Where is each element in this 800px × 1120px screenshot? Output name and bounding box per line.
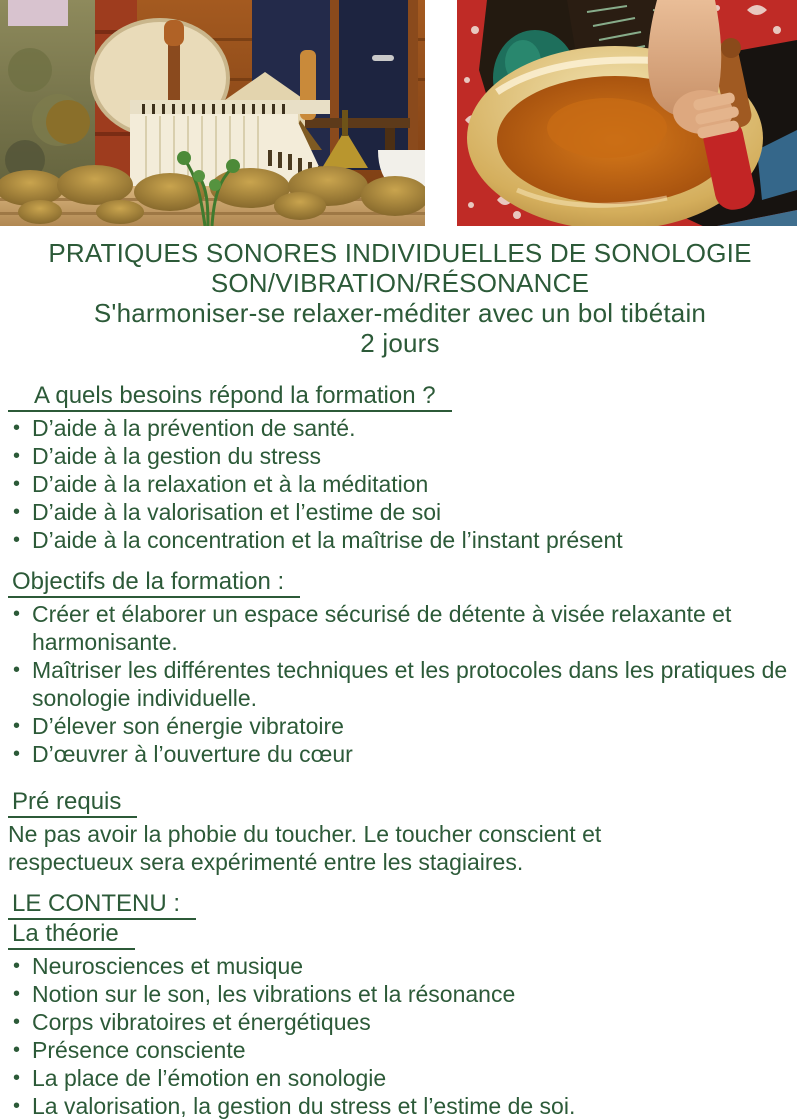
bowl-photo-illustration <box>457 0 797 226</box>
list-item: • Créer et élaborer un espace sécurisé de détente à visée relaxante et harmonisante. <box>8 600 792 656</box>
title-line-4: 2 jours <box>360 328 440 358</box>
terrace-photo-illustration <box>0 0 425 226</box>
list-item: • Corps vibratoires et énergétiques <box>8 1008 792 1036</box>
section-contenu-heading: LE CONTENU : <box>8 890 196 920</box>
list-item: • Notion sur le son, les vibrations et la résonance <box>8 980 792 1008</box>
title-line-3: S'harmoniser-se relaxer-méditer avec un bol tibétain <box>93 298 707 328</box>
list-item: • D’aide à la concentration et la maîtrise de l’instant présent <box>8 526 792 554</box>
list-item: • D’aide à la prévention de santé. <box>8 414 792 442</box>
contenu-subheading-text: La théorie <box>8 920 135 950</box>
besoins-list <box>8 414 792 554</box>
prerequis-text: Ne pas avoir la phobie du toucher. Le toucher conscient et respectueux sera expérimenté entre les stagiaires. <box>8 821 602 875</box>
list-item: • D’élever son énergie vibratoire <box>8 712 792 740</box>
list-item: • La valorisation, la gestion du stress et l’estime de soi. <box>8 1092 792 1120</box>
photo-singing-bowls-terrace <box>0 0 425 226</box>
section-prerequis-heading: Pré requis <box>8 788 137 818</box>
document-title <box>0 238 800 358</box>
section-prerequis <box>8 788 792 876</box>
list-item: • La place de l’émotion en sonologie <box>8 1064 792 1092</box>
list-item: • D’aide à la valorisation et l’estime de soi <box>8 498 792 526</box>
title-line-2: SON/VIBRATION/RÉSONANCE <box>210 268 590 298</box>
section-contenu <box>8 890 792 1120</box>
section-contenu-subheading <box>8 920 792 950</box>
list-item: • Maîtriser les différentes techniques et les protocoles dans les pratiques de sonologie individuelle. <box>8 656 792 712</box>
contenu-list <box>8 952 792 1120</box>
list-item: • D’aide à la relaxation et à la méditation <box>8 470 792 498</box>
section-besoins-heading: A quels besoins répond la formation ? <box>8 382 452 412</box>
list-item: • Présence consciente <box>8 1036 792 1064</box>
list-item: • D’œuvrer à l’ouverture du cœur <box>8 740 792 768</box>
objectifs-list <box>8 600 792 768</box>
photo-hand-singing-bowl <box>457 0 797 226</box>
section-objectifs-heading: Objectifs de la formation : <box>8 568 300 598</box>
document-body <box>0 382 800 1120</box>
section-objectifs <box>8 568 792 768</box>
photo-row <box>0 0 800 226</box>
section-besoins <box>8 382 792 554</box>
list-item: • D’aide à la gestion du stress <box>8 442 792 470</box>
title-line-1: PRATIQUES SONORES INDIVIDUELLES DE SONOLOGIE <box>48 238 752 268</box>
list-item: • Neurosciences et musique <box>8 952 792 980</box>
